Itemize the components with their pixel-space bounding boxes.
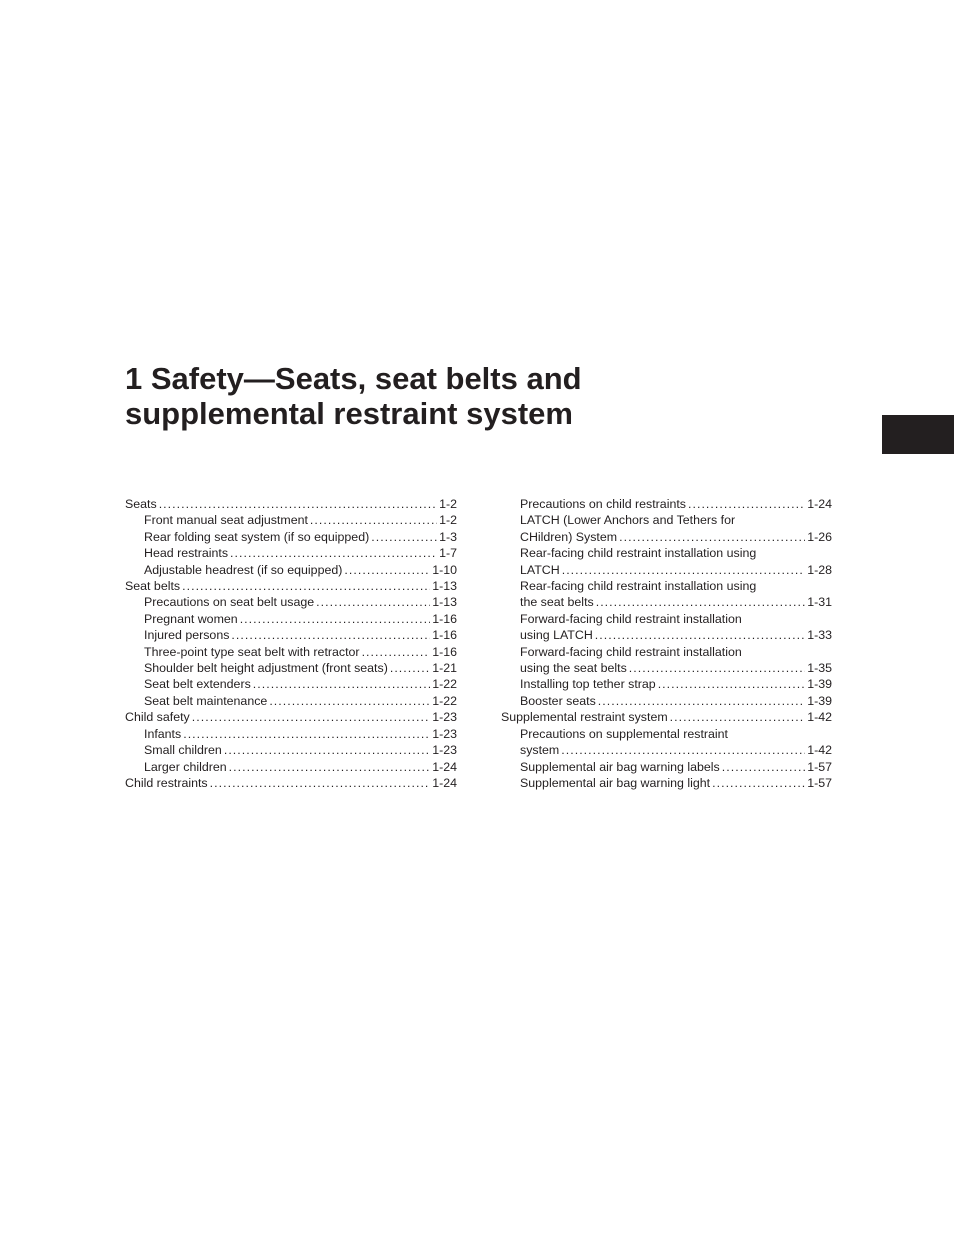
dot-leader [230, 545, 437, 561]
toc-entry-title: Head restraints [144, 546, 229, 561]
dot-leader [253, 676, 430, 692]
toc-entry-page-number: 1-21 [432, 661, 457, 676]
toc-entry-page-number: 1-42 [807, 710, 832, 725]
toc-entry-page-number: 1-23 [432, 743, 457, 758]
toc-entry-title: Booster seats [520, 693, 596, 708]
chapter-title-line2: supplemental restraint system [125, 396, 573, 431]
dot-leader [595, 627, 805, 643]
toc-entry-title: Injured persons [144, 628, 230, 643]
toc-entry[interactable] [125, 759, 457, 775]
toc-entry-title: using the seat belts [520, 661, 627, 676]
toc-entry-page-number: 1-13 [432, 595, 457, 610]
toc-entry[interactable] [125, 496, 457, 512]
dot-leader [658, 676, 806, 692]
dot-leader [598, 693, 805, 709]
toc-entry[interactable] [501, 644, 832, 677]
toc-entry-page-number: 1-33 [807, 628, 832, 643]
toc-entry[interactable] [501, 578, 832, 611]
toc-entry-title: Supplemental air bag warning light [520, 775, 711, 790]
toc-entry-title: Precautions on seat belt usage [144, 595, 315, 610]
toc-entry-title-first-line: Rear-facing child restraint installation using [520, 579, 757, 594]
toc-entry-title: Shoulder belt height adjustment (front seats) [144, 661, 388, 676]
toc-entry-page-number: 1-16 [432, 644, 457, 659]
toc-entry-title-first-line: Forward-facing child restraint installation [520, 644, 742, 659]
toc-entry-page-number: 1-22 [432, 693, 457, 708]
toc-entry-title: Adjustable headrest (if so equipped) [144, 562, 343, 577]
dot-leader [688, 496, 805, 512]
toc-entry[interactable] [501, 611, 832, 644]
toc-entry-title: Three-point type seat belt with retractor [144, 644, 360, 659]
toc-entry[interactable] [501, 709, 832, 725]
dot-leader [596, 594, 805, 610]
toc-entry-title: Precautions on child restraints [520, 497, 686, 511]
dot-leader [712, 775, 805, 791]
toc-entry-page-number: 1-22 [432, 677, 457, 692]
toc-entry-title: the seat belts [520, 595, 594, 610]
toc-entry-page-number: 1-16 [432, 628, 457, 643]
dot-leader [231, 627, 430, 643]
toc-entry-page-number: 1-7 [439, 546, 457, 561]
toc-entry-page-number: 1-16 [432, 611, 457, 626]
toc-entry[interactable] [125, 693, 457, 709]
toc-entry[interactable] [125, 660, 457, 676]
dot-leader [182, 578, 430, 594]
toc-entry[interactable] [501, 496, 832, 512]
toc-entry-title: LATCH [520, 562, 560, 577]
toc-entry-page-number: 1-24 [432, 759, 457, 774]
toc-entry-page-number: 1-24 [432, 775, 457, 790]
toc-entry-page-number: 1-35 [807, 661, 832, 676]
toc-entry-title: Child restraints [125, 775, 208, 790]
dot-leader [670, 709, 806, 725]
toc-entry-title: Child safety [125, 710, 190, 725]
dot-leader [159, 496, 437, 512]
toc-entry[interactable] [501, 775, 832, 791]
toc-entry[interactable] [125, 578, 457, 594]
toc-entry-page-number: 1-2 [439, 497, 457, 511]
toc-entry-page-number: 1-23 [432, 710, 457, 725]
toc-entry[interactable] [501, 726, 832, 759]
toc-entry[interactable] [125, 644, 457, 660]
dot-leader [192, 709, 430, 725]
toc-left-column [125, 496, 457, 791]
toc-entry-page-number: 1-26 [807, 529, 832, 544]
dot-leader [316, 594, 430, 610]
toc-entry-title: Seat belt extenders [144, 677, 251, 692]
dot-leader [183, 726, 430, 742]
dot-leader [562, 562, 805, 578]
toc-entry-title: Front manual seat adjustment [144, 513, 308, 528]
toc-entry[interactable] [125, 726, 457, 742]
toc-entry-title-first-line: Rear-facing child restraint installation using [520, 546, 757, 561]
dot-leader [269, 693, 430, 709]
toc-entry-title: Seat belt maintenance [144, 693, 268, 708]
toc-entry-page-number: 1-57 [807, 759, 832, 774]
toc-entry-page-number: 1-2 [439, 513, 457, 528]
dot-leader [722, 759, 805, 775]
toc-entry-title: Supplemental restraint system [501, 710, 668, 725]
chapter-title-line1: 1 Safety—Seats, seat belts and [125, 361, 582, 396]
dot-leader [240, 611, 431, 627]
toc-entry-title: CHildren) System [520, 529, 618, 544]
chapter-thumb-tab [882, 415, 954, 454]
toc-entry[interactable] [125, 611, 457, 627]
dot-leader [390, 660, 430, 676]
dot-leader [371, 529, 437, 545]
toc-entry-page-number: 1-39 [807, 693, 832, 708]
toc-entry-title: Small children [144, 743, 222, 758]
toc-entry-title: Larger children [144, 759, 227, 774]
toc-entry-page-number: 1-24 [807, 497, 832, 511]
toc-entry[interactable] [501, 545, 832, 578]
chapter-title [125, 361, 745, 431]
toc-entry[interactable] [125, 627, 457, 643]
toc-entry-title-first-line: Forward-facing child restraint installation [520, 611, 742, 626]
toc-entry-title: Pregnant women [144, 611, 238, 626]
toc-entry-page-number: 1-57 [807, 775, 832, 790]
dot-leader [629, 660, 805, 676]
dot-leader [210, 775, 431, 791]
toc-entry[interactable] [501, 759, 832, 775]
toc-entry-title: Installing top tether strap [520, 677, 656, 692]
toc-entry-title: Seats [125, 497, 157, 511]
toc-entry[interactable] [125, 562, 457, 578]
toc-entry[interactable] [125, 545, 457, 561]
dot-leader [561, 742, 805, 758]
dot-leader [619, 529, 805, 545]
toc-entry-title: Seat belts [125, 579, 181, 594]
toc-entry-page-number: 1-42 [807, 743, 832, 758]
toc-entry[interactable] [125, 709, 457, 725]
dot-leader [229, 759, 431, 775]
toc-entry[interactable] [125, 775, 457, 791]
dot-leader [362, 644, 431, 660]
toc-entry[interactable] [125, 742, 457, 758]
toc-entry-title: system [520, 743, 560, 758]
toc-entry-title-first-line: Precautions on supplemental restraint [520, 726, 729, 741]
dot-leader [224, 742, 430, 758]
toc-entry-title: Supplemental air bag warning labels [520, 759, 720, 774]
toc-right-column [501, 496, 832, 791]
toc-entry-page-number: 1-39 [807, 677, 832, 692]
toc-entry[interactable] [501, 693, 832, 709]
toc-entry-page-number: 1-28 [807, 562, 832, 577]
toc-entry[interactable] [501, 512, 832, 545]
toc-entry[interactable] [125, 594, 457, 610]
toc-entry[interactable] [125, 512, 457, 528]
toc-entry[interactable] [501, 676, 832, 692]
toc-entry[interactable] [125, 676, 457, 692]
dot-leader [344, 562, 430, 578]
toc-entry[interactable] [125, 529, 457, 545]
toc-entry-title: using LATCH [520, 628, 593, 643]
toc-entry-title-first-line: LATCH (Lower Anchors and Tethers for [520, 513, 736, 528]
toc-entry-title: Infants [144, 726, 182, 741]
dot-leader [310, 512, 437, 528]
toc-entry-page-number: 1-13 [432, 579, 457, 594]
toc-entry-page-number: 1-23 [432, 726, 457, 741]
toc-entry-page-number: 1-31 [807, 595, 832, 610]
toc-entry-page-number: 1-3 [439, 529, 457, 544]
toc-entry-page-number: 1-10 [432, 562, 457, 577]
toc-entry-title: Rear folding seat system (if so equipped) [144, 529, 370, 544]
